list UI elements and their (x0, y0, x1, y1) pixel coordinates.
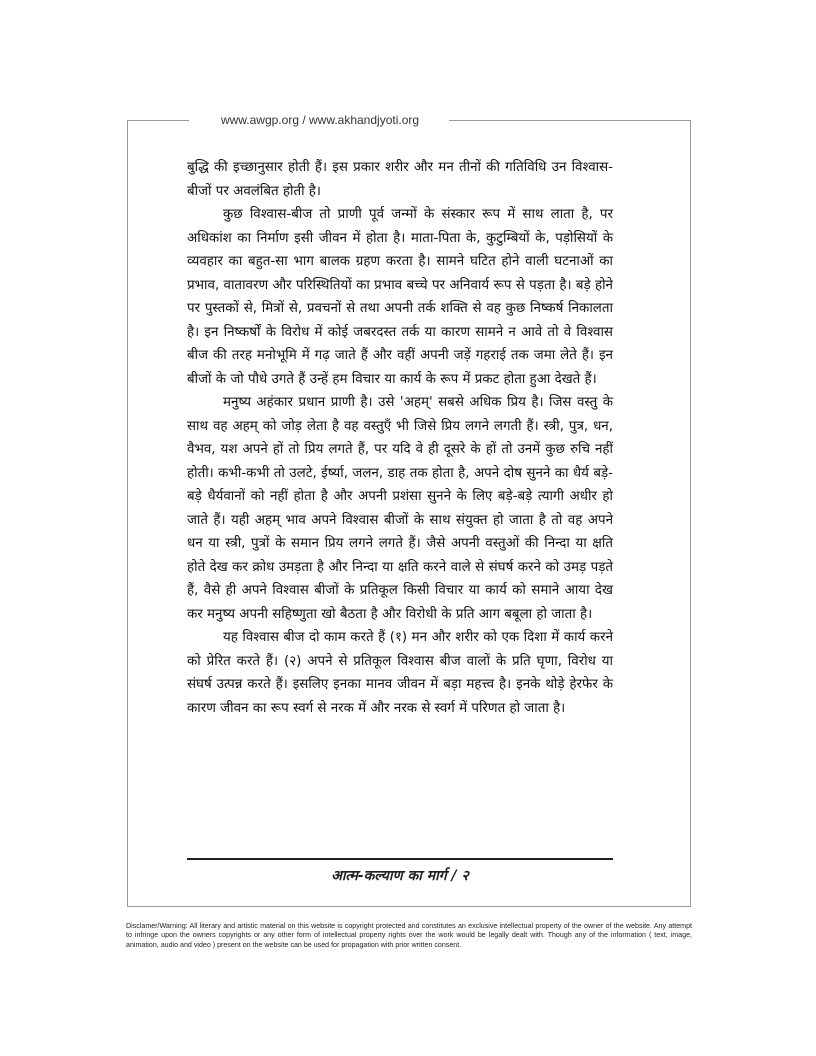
frame-border-top-right (449, 120, 691, 121)
copyright-disclaimer: Disclamer/Warning: All literary and artistic material on this website is copyright protected and constitutes an exclusive intellectual property of the owner of the website. Any attempt to infringe upon the owners copyrights or any other form of intellectual property rights over the work would be legally dealt with. Though any of the information ( text, image, animation, audio and video ) present on the website can be used for propagation with prior written consent. (126, 922, 692, 949)
paragraph-3: मनुष्य अहंकार प्रधान प्राणी है। उसे 'अहम्' सबसे अधिक प्रिय है। जिस वस्तु के साथ वह अहम् को जोड़ लेता है वह वस्तुएँ भी जिसे प्रिय लगने लगती हैं। स्त्री, पुत्र, धन, वैभव, यश अपने हों तो प्रिय लगते हैं, पर यदि वे ही दूसरे के हों तो उनमें कुछ रुचि नहीं होती। कभी-कभी तो उलटे, ईर्ष्या, जलन, डाह तक होता है, अपने दोष सुनने का धैर्य बड़े-बड़े धैर्यवानों को नहीं होता है और अपनी प्रशंसा सुनने के लिए बड़े-बड़े त्यागी अधीर हो जाते हैं। यही अहम् भाव अपने विश्वास बीजों के साथ संयुक्त हो जाता है तो वह अपने धन या स्त्री, पुत्रों के समान प्रिय लगने लगते हैं। जैसे अपनी वस्तुओं की निन्दा या क्षति होते देख कर क्रोध उमड़ता है और निन्दा या क्षति करने वाले से संघर्ष करने को उमड़ पड़ते हैं, वैसे ही अपने विश्वास बीजों के प्रतिकूल किसी विचार या कार्य को समाने आया देख कर मनुष्य अपनी सहिष्णुता खो बैठता है और विरोधी के प्रति आग बबूला हो जाता है। (187, 395, 613, 622)
frame-border-left (127, 120, 128, 907)
site-url-header: www.awgp.org / www.akhandjyoti.org (220, 113, 420, 127)
frame-border-right (690, 120, 691, 907)
paragraph-1: बुद्धि की इच्छानुसार होती हैं। इस प्रकार शरीर और मन तीनों की गतिविधि उन विश्वास-बीजों पर अवलंबित होती है। (187, 160, 613, 199)
article-body (187, 156, 613, 720)
frame-border-bottom (127, 906, 691, 907)
footer-rule (187, 858, 613, 860)
frame-border-top-left (127, 120, 189, 121)
page-footer-title: आत्म-कल्याण का मार्ग / २ (331, 868, 469, 884)
paragraph-2: कुछ विश्वास-बीज तो प्राणी पूर्व जन्मों के संस्कार रूप में साथ लाता है, पर अधिकांश का निर्माण इसी जीवन में होता है। माता-पिता के, कुटुम्बियों के, पड़ोसियों के व्यवहार का बहुत-सा भाग बालक ग्रहण करता है। सामने घटित होने वाली घटनाओं का प्रभाव, वातावरण और परिस्थितियों का प्रभाव बच्चे पर अनिवार्य रूप से पड़ता है। बड़े होने पर पुस्तकों से, मित्रों से, प्रवचनों से तथा अपनी तर्क शक्ति से वह कुछ निष्कर्ष निकालता है। इन निष्कर्षों के विरोध में कोई जबरदस्त तर्क या कारण सामने न आवे तो वे विश्वास बीज की तरह मनोभूमि में गढ़ जाते हैं और वहीं अपनी जड़ें गहराई तक जमा लेते हैं। इन बीजों के जो पौधे उगते हैं उन्हें हम विचार या कार्य के रूप में प्रकट होता हुआ देखते हैं। (187, 207, 613, 387)
paragraph-4: यह विश्वास बीज दो काम करते हैं (१) मन और शरीर को एक दिशा में कार्य करने को प्रेरित करते हैं। (२) अपने से प्रतिकूल विश्वास बीज वालों के प्रति घृणा, विरोध या संघर्ष उत्पन्न करते हैं। इसलिए इनका मानव जीवन में बड़ा महत्त्व है। इनके थोड़े हेरफेर के कारण जीवन का रूप स्वर्ग से नरक में और नरक से स्वर्ग में परिणत हो जाता है। (187, 630, 613, 716)
